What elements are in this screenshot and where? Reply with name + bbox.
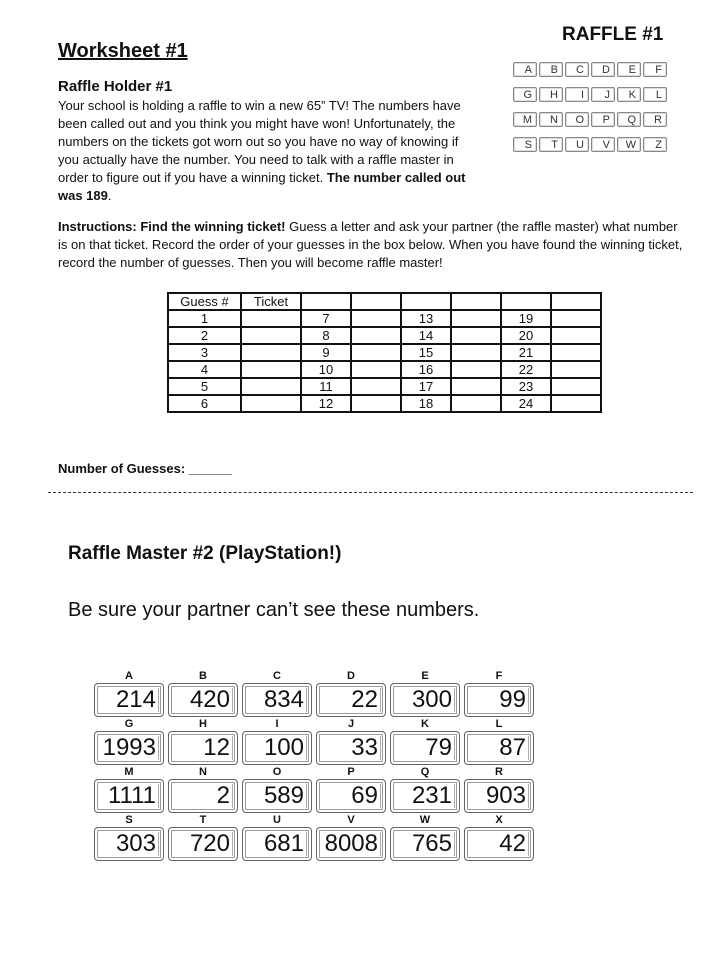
letter-ticket: I bbox=[565, 87, 589, 102]
guess-number-cell: 14 bbox=[401, 327, 451, 344]
guess-number-cell: 18 bbox=[401, 395, 451, 412]
master-ticket bbox=[315, 765, 387, 813]
ticket-letter: G bbox=[124, 718, 134, 730]
guess-number-cell: 15 bbox=[401, 344, 451, 361]
guess-number-cell: 19 bbox=[501, 310, 551, 327]
ticket-entry-cell[interactable] bbox=[241, 361, 301, 378]
ticket-letter: M bbox=[124, 766, 134, 778]
table-header-cell: Guess # bbox=[168, 293, 241, 310]
guess-number-cell: 13 bbox=[401, 310, 451, 327]
ticket-entry-cell[interactable] bbox=[551, 361, 601, 378]
table-header-cell bbox=[351, 293, 401, 310]
letter-ticket: Q bbox=[617, 112, 641, 127]
raffle-title: RAFFLE #1 bbox=[562, 24, 664, 45]
table-row bbox=[168, 361, 601, 378]
letter-ticket: N bbox=[539, 112, 563, 127]
ticket-entry-cell[interactable] bbox=[551, 344, 601, 361]
master-ticket bbox=[389, 765, 461, 813]
ticket-number: 231 bbox=[390, 779, 460, 813]
ticket-letter: U bbox=[273, 814, 281, 826]
ticket-letter: W bbox=[419, 814, 431, 826]
ticket-letter: K bbox=[421, 718, 429, 730]
number-of-guesses-field[interactable]: Number of Guesses: ______ bbox=[58, 461, 233, 476]
ticket-entry-cell[interactable] bbox=[451, 395, 501, 412]
letter-ticket: G bbox=[513, 87, 537, 102]
ticket-letter: R bbox=[495, 766, 503, 778]
ticket-entry-cell[interactable] bbox=[241, 378, 301, 395]
ticket-number: 300 bbox=[390, 683, 460, 717]
ticket-entry-cell[interactable] bbox=[351, 361, 401, 378]
guess-number-cell: 1 bbox=[168, 310, 241, 327]
ticket-number: 42 bbox=[464, 827, 534, 861]
ticket-entry-cell[interactable] bbox=[351, 310, 401, 327]
master-ticket bbox=[167, 717, 239, 765]
master-ticket-grid bbox=[93, 669, 535, 861]
guess-table bbox=[167, 292, 602, 413]
ticket-number: 420 bbox=[168, 683, 238, 717]
ticket-number: 2 bbox=[168, 779, 238, 813]
ticket-entry-cell[interactable] bbox=[241, 344, 301, 361]
ticket-number: 12 bbox=[168, 731, 238, 765]
master-ticket bbox=[315, 717, 387, 765]
letter-ticket: L bbox=[643, 87, 667, 102]
warning-text: Be sure your partner can’t see these numbers. bbox=[68, 599, 480, 621]
ticket-letter: D bbox=[347, 670, 355, 682]
table-row bbox=[168, 310, 601, 327]
ticket-letter: I bbox=[275, 718, 279, 730]
guess-number-cell: 3 bbox=[168, 344, 241, 361]
master-ticket bbox=[167, 765, 239, 813]
master-ticket bbox=[389, 669, 461, 717]
ticket-letter: L bbox=[495, 718, 503, 730]
ticket-entry-cell[interactable] bbox=[551, 395, 601, 412]
letter-ticket: D bbox=[591, 62, 615, 77]
master-ticket bbox=[463, 717, 535, 765]
ticket-entry-cell[interactable] bbox=[241, 395, 301, 412]
ticket-letter: X bbox=[495, 814, 503, 826]
guess-number-cell: 11 bbox=[301, 378, 351, 395]
table-row bbox=[168, 327, 601, 344]
ticket-number: 99 bbox=[464, 683, 534, 717]
master-ticket bbox=[241, 765, 313, 813]
master-ticket bbox=[93, 765, 165, 813]
ticket-number: 681 bbox=[242, 827, 312, 861]
ticket-entry-cell[interactable] bbox=[351, 395, 401, 412]
guess-number-cell: 20 bbox=[501, 327, 551, 344]
table-header-cell bbox=[551, 293, 601, 310]
ticket-entry-cell[interactable] bbox=[451, 361, 501, 378]
guess-number-cell: 12 bbox=[301, 395, 351, 412]
ticket-number: 589 bbox=[242, 779, 312, 813]
letter-ticket: O bbox=[565, 112, 589, 127]
ticket-letter: J bbox=[347, 718, 355, 730]
cut-line-divider bbox=[48, 492, 693, 493]
guess-number-cell: 8 bbox=[301, 327, 351, 344]
ticket-entry-cell[interactable] bbox=[451, 378, 501, 395]
master-ticket bbox=[241, 813, 313, 861]
ticket-entry-cell[interactable] bbox=[551, 310, 601, 327]
ticket-number: 1111 bbox=[94, 779, 164, 813]
instructions-heading: Instructions: Find the winning ticket! bbox=[58, 219, 286, 234]
master-ticket bbox=[463, 813, 535, 861]
ticket-number: 100 bbox=[242, 731, 312, 765]
guess-number-cell: 2 bbox=[168, 327, 241, 344]
story-text: Your school is holding a raffle to win a new 65” TV! The numbers have been called out and you think you might have won! Unfortunately, the numbers on the tickets got worn out so you have no way of knowing if you actually have the number. You need to talk with a raffle master in order to figure out if you have a winning ticket. bbox=[58, 98, 461, 185]
letter-ticket: S bbox=[513, 137, 537, 152]
ticket-letter: A bbox=[125, 670, 133, 682]
ticket-number: 79 bbox=[390, 731, 460, 765]
ticket-number: 69 bbox=[316, 779, 386, 813]
ticket-entry-cell[interactable] bbox=[551, 378, 601, 395]
ticket-letter: S bbox=[125, 814, 133, 826]
master-ticket bbox=[315, 669, 387, 717]
letter-ticket: F bbox=[643, 62, 667, 77]
raffle-master-heading: Raffle Master #2 (PlayStation!) bbox=[68, 543, 342, 564]
guess-number-cell: 10 bbox=[301, 361, 351, 378]
master-ticket bbox=[167, 669, 239, 717]
story-paragraph bbox=[58, 97, 478, 205]
table-header-cell: Ticket bbox=[241, 293, 301, 310]
letter-ticket: U bbox=[565, 137, 589, 152]
table-row bbox=[168, 395, 601, 412]
letter-ticket: Z bbox=[643, 137, 667, 152]
ticket-entry-cell[interactable] bbox=[351, 327, 401, 344]
guess-number-cell: 17 bbox=[401, 378, 451, 395]
guess-number-cell: 23 bbox=[501, 378, 551, 395]
letter-ticket: B bbox=[539, 62, 563, 77]
letter-ticket-grid bbox=[513, 62, 667, 152]
ticket-entry-cell[interactable] bbox=[551, 327, 601, 344]
ticket-letter: V bbox=[347, 814, 355, 826]
ticket-number: 22 bbox=[316, 683, 386, 717]
master-ticket bbox=[389, 717, 461, 765]
guess-number-cell: 16 bbox=[401, 361, 451, 378]
ticket-entry-cell[interactable] bbox=[241, 327, 301, 344]
letter-ticket: R bbox=[643, 112, 667, 127]
guess-number-cell: 4 bbox=[168, 361, 241, 378]
master-ticket bbox=[389, 813, 461, 861]
letter-ticket: A bbox=[513, 62, 537, 77]
ticket-number: 8008 bbox=[316, 827, 386, 861]
master-ticket bbox=[167, 813, 239, 861]
guess-number-cell: 9 bbox=[301, 344, 351, 361]
ticket-letter: E bbox=[421, 670, 429, 682]
table-header-cell bbox=[501, 293, 551, 310]
master-ticket bbox=[93, 717, 165, 765]
table-row bbox=[168, 378, 601, 395]
table-header-row bbox=[168, 293, 601, 310]
ticket-entry-cell[interactable] bbox=[241, 310, 301, 327]
story-end: . bbox=[107, 188, 112, 203]
master-ticket bbox=[315, 813, 387, 861]
master-ticket bbox=[241, 669, 313, 717]
ticket-number: 720 bbox=[168, 827, 238, 861]
ticket-entry-cell[interactable] bbox=[351, 344, 401, 361]
letter-ticket: P bbox=[591, 112, 615, 127]
ticket-number: 1993 bbox=[94, 731, 164, 765]
letter-ticket: H bbox=[539, 87, 563, 102]
letter-ticket: M bbox=[513, 112, 537, 127]
master-ticket bbox=[93, 813, 165, 861]
ticket-letter: O bbox=[272, 766, 282, 778]
master-ticket bbox=[463, 669, 535, 717]
table-row bbox=[168, 344, 601, 361]
ticket-letter: H bbox=[199, 718, 207, 730]
letter-ticket: K bbox=[617, 87, 641, 102]
guess-number-cell: 7 bbox=[301, 310, 351, 327]
ticket-number: 214 bbox=[94, 683, 164, 717]
ticket-entry-cell[interactable] bbox=[351, 378, 401, 395]
table-header-cell bbox=[301, 293, 351, 310]
guess-number-cell: 24 bbox=[501, 395, 551, 412]
ticket-entry-cell[interactable] bbox=[451, 310, 501, 327]
worksheet-title: Worksheet #1 bbox=[58, 40, 188, 62]
ticket-number: 303 bbox=[94, 827, 164, 861]
ticket-letter: Q bbox=[420, 766, 430, 778]
letter-ticket: W bbox=[617, 137, 641, 152]
instructions bbox=[58, 218, 683, 272]
master-ticket bbox=[241, 717, 313, 765]
letter-ticket: J bbox=[591, 87, 615, 102]
ticket-letter: F bbox=[495, 670, 503, 682]
ticket-number: 765 bbox=[390, 827, 460, 861]
ticket-number: 834 bbox=[242, 683, 312, 717]
raffle-holder-heading: Raffle Holder #1 bbox=[58, 78, 173, 95]
guess-number-cell: 22 bbox=[501, 361, 551, 378]
ticket-letter: B bbox=[199, 670, 207, 682]
instructions-text: Guess a letter and ask your partner (the raffle master) what number is on that ticket. Record the order of your guesses in the box below. When you have found the winning ticket, record the number of guesses. Then you will become raffle master! bbox=[58, 219, 683, 270]
ticket-entry-cell[interactable] bbox=[451, 327, 501, 344]
guess-number-cell: 21 bbox=[501, 344, 551, 361]
ticket-letter: C bbox=[273, 670, 281, 682]
letter-ticket: V bbox=[591, 137, 615, 152]
ticket-letter: P bbox=[347, 766, 355, 778]
master-ticket bbox=[463, 765, 535, 813]
letter-ticket: T bbox=[539, 137, 563, 152]
called-number-text: The number called out was 189 bbox=[58, 170, 466, 203]
ticket-entry-cell[interactable] bbox=[451, 344, 501, 361]
ticket-number: 87 bbox=[464, 731, 534, 765]
ticket-letter: T bbox=[199, 814, 207, 826]
ticket-number: 33 bbox=[316, 731, 386, 765]
master-ticket bbox=[93, 669, 165, 717]
ticket-number: 903 bbox=[464, 779, 534, 813]
table-header-cell bbox=[401, 293, 451, 310]
guess-number-cell: 6 bbox=[168, 395, 241, 412]
guess-number-cell: 5 bbox=[168, 378, 241, 395]
letter-ticket: E bbox=[617, 62, 641, 77]
table-header-cell bbox=[451, 293, 501, 310]
ticket-letter: N bbox=[199, 766, 207, 778]
letter-ticket: C bbox=[565, 62, 589, 77]
